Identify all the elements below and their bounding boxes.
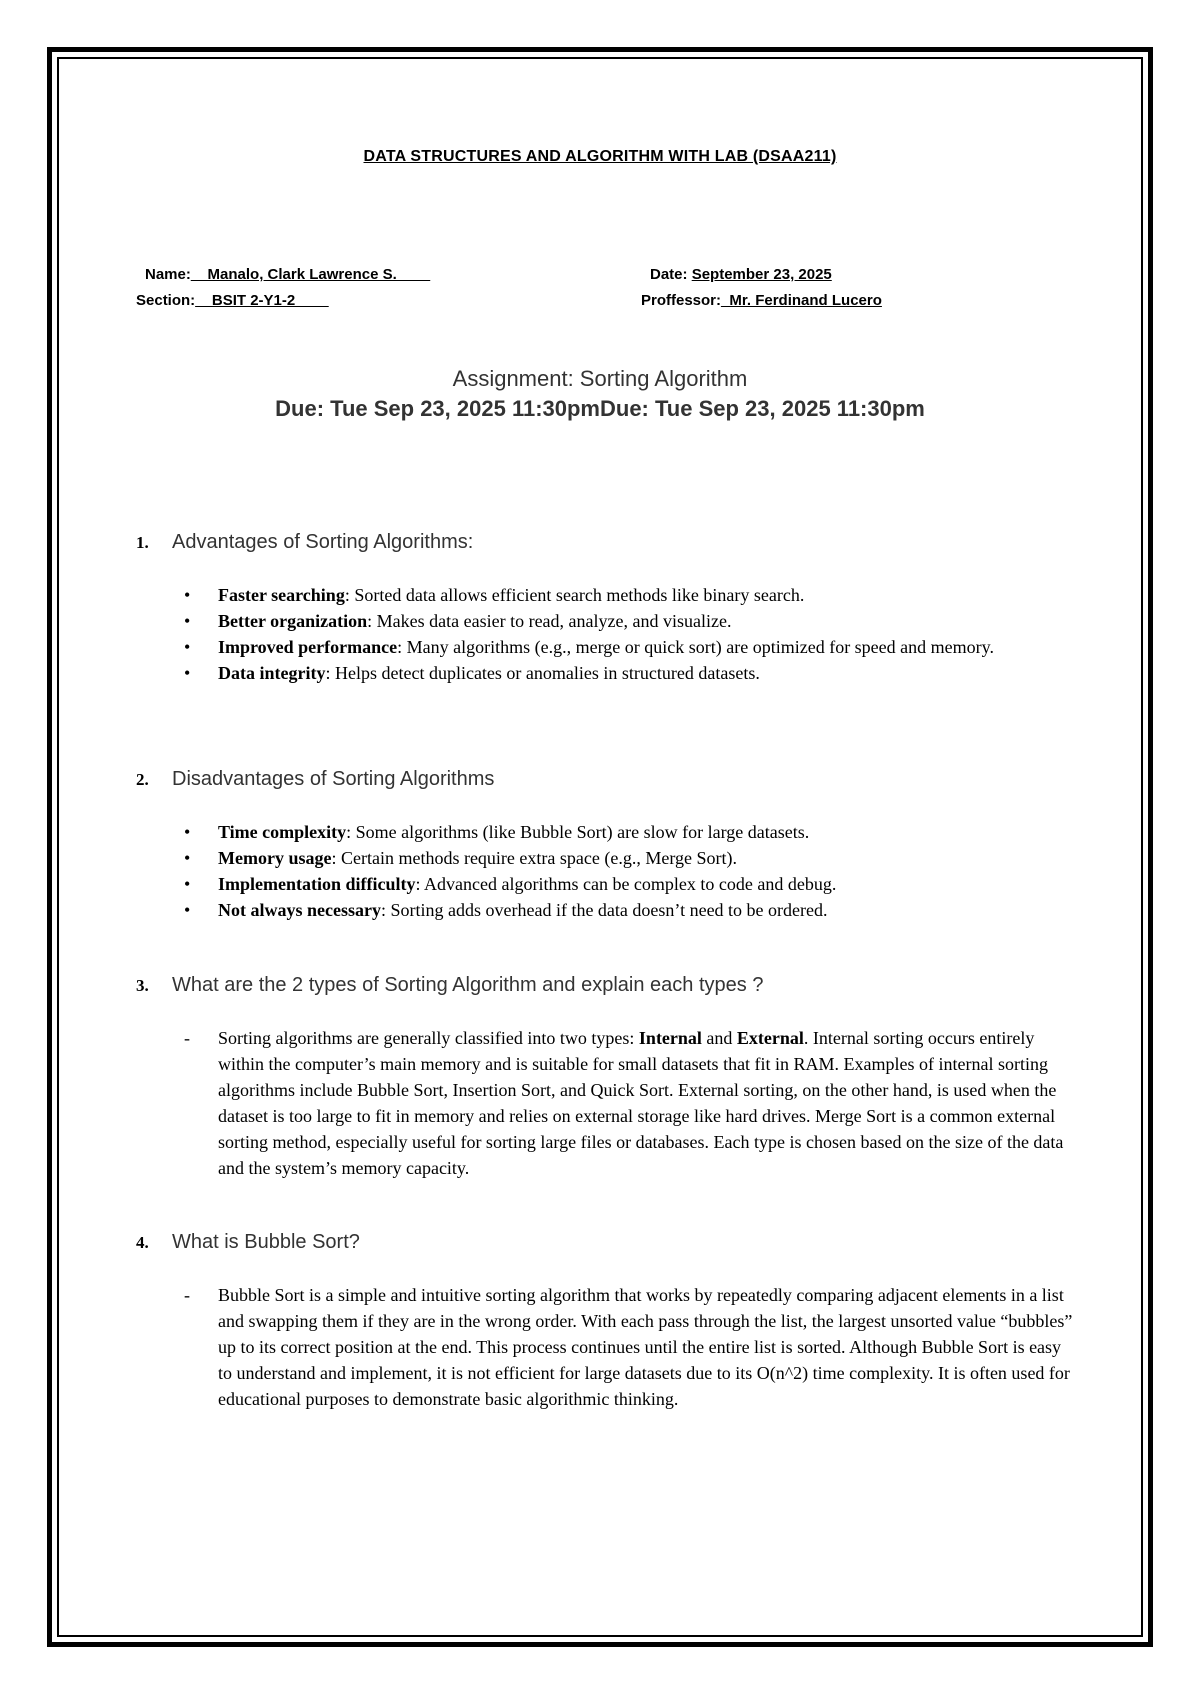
question-4-heading bbox=[136, 1231, 360, 1254]
name-line bbox=[145, 266, 430, 283]
name-value: __Manalo, Clark Lawrence S.____ bbox=[190, 266, 431, 283]
section-label: Section: bbox=[136, 292, 196, 309]
date-label: Date: bbox=[650, 266, 688, 283]
bullet-desc: : Helps detect duplicates or anomalies in structured datasets. bbox=[325, 663, 760, 683]
question-4-answer bbox=[176, 1282, 1076, 1412]
answer-prefix: Sorting algorithms are generally classified into two types: bbox=[218, 1028, 639, 1048]
date-line bbox=[650, 266, 832, 283]
question-1-heading bbox=[136, 531, 473, 554]
bullet-term: Memory usage bbox=[218, 848, 332, 868]
question-number: 3. bbox=[136, 976, 149, 995]
list-item bbox=[176, 660, 1076, 686]
bullet-desc: : Advanced algorithms can be complex to code and debug. bbox=[415, 874, 837, 894]
answer-and: and bbox=[701, 1028, 737, 1048]
list-item bbox=[176, 897, 1076, 923]
bullet-desc: : Some algorithms (like Bubble Sort) are slow for large datasets. bbox=[346, 822, 810, 842]
list-item bbox=[176, 608, 1076, 634]
bullet-term: Data integrity bbox=[218, 663, 326, 683]
professor-label: Proffessor: bbox=[641, 292, 722, 309]
bullet-term: Better organization bbox=[218, 611, 368, 631]
question-number: 1. bbox=[136, 533, 149, 552]
list-item bbox=[176, 582, 1076, 608]
answer-rest: . Internal sorting occurs entirely within the computer’s main memory and is suitable for small datasets that fit in RAM. Examples of internal sorting algorithms include Bubble Sort, Insertion Sort, and Quick Sort. External sorting, on the other hand, is used when the dataset is too large to fit in memory and relies on external storage like hard drives. Merge Sort is a common external sorting method, especially useful for sorting large files or databases. Each type is chosen based on the size of the data and the system’s memory capacity. bbox=[218, 1028, 1064, 1178]
question-2-heading bbox=[136, 768, 494, 791]
question-text: What are the 2 types of Sorting Algorithm and explain each types ? bbox=[172, 974, 764, 996]
dash-marker: - bbox=[184, 1028, 190, 1048]
list-item bbox=[176, 819, 1076, 845]
disadvantages-list bbox=[176, 819, 1076, 923]
name-label: Name: bbox=[145, 266, 191, 283]
bullet-desc: : Sorting adds overhead if the data doesn’t need to be ordered. bbox=[380, 900, 828, 920]
bullet-desc: : Sorted data allows efficient search methods like binary search. bbox=[344, 585, 805, 605]
question-number: 4. bbox=[136, 1233, 149, 1252]
bullet-desc: : Makes data easier to read, analyze, and visualize. bbox=[367, 611, 732, 631]
assignment-due: Due: Tue Sep 23, 2025 11:30pmDue: Tue Sep 23, 2025 11:30pm bbox=[275, 396, 925, 421]
answer-term-external: External bbox=[736, 1028, 804, 1048]
section-line bbox=[136, 292, 329, 309]
answer-text: Bubble Sort is a simple and intuitive sorting algorithm that works by repeatedly comparing adjacent elements in a list and swapping them if they are in the wrong order. With each pass through the list, the largest unsorted value “bubbles” up to its correct position at the end. This process continues until the entire list is sorted. Although Bubble Sort is easy to understand and implement, it is not efficient for large datasets due to its O(n^2) time complexity. It is often used for educational purposes to demonstrate basic algorithmic thinking. bbox=[218, 1285, 1073, 1409]
assignment-title: Assignment: Sorting Algorithm bbox=[452, 366, 748, 391]
section-value: __BSIT 2-Y1-2____ bbox=[195, 292, 329, 309]
professor-line bbox=[641, 292, 882, 309]
bullet-term: Time complexity bbox=[218, 822, 347, 842]
question-text: What is Bubble Sort? bbox=[172, 1231, 360, 1253]
dash-marker: - bbox=[184, 1285, 190, 1305]
question-text: Disadvantages of Sorting Algorithms bbox=[172, 768, 495, 790]
advantages-list bbox=[176, 582, 1076, 686]
question-3-heading bbox=[136, 974, 763, 997]
answer-text bbox=[218, 1025, 1076, 1181]
course-title: DATA STRUCTURES AND ALGORITHM WITH LAB (DSAA211) bbox=[363, 148, 837, 165]
question-text: Advantages of Sorting Algorithms: bbox=[172, 531, 474, 553]
bullet-term: Faster searching bbox=[218, 585, 345, 605]
bullet-term: Improved performance bbox=[218, 637, 398, 657]
bullet-desc: : Many algorithms (e.g., merge or quick sort) are optimized for speed and memory. bbox=[397, 637, 994, 657]
bullet-term: Not always necessary bbox=[218, 900, 381, 920]
answer-term-internal: Internal bbox=[638, 1028, 702, 1048]
question-3-answer bbox=[176, 1025, 1076, 1181]
bullet-desc: : Certain methods require extra space (e.g., Merge Sort). bbox=[331, 848, 737, 868]
list-item bbox=[176, 871, 1076, 897]
bullet-term: Implementation difficulty bbox=[218, 874, 416, 894]
question-number: 2. bbox=[136, 770, 149, 789]
professor-value: _Mr. Ferdinand Lucero bbox=[721, 292, 882, 309]
date-value: September 23, 2025 bbox=[691, 266, 832, 283]
list-item bbox=[176, 634, 1076, 660]
list-item bbox=[176, 845, 1076, 871]
